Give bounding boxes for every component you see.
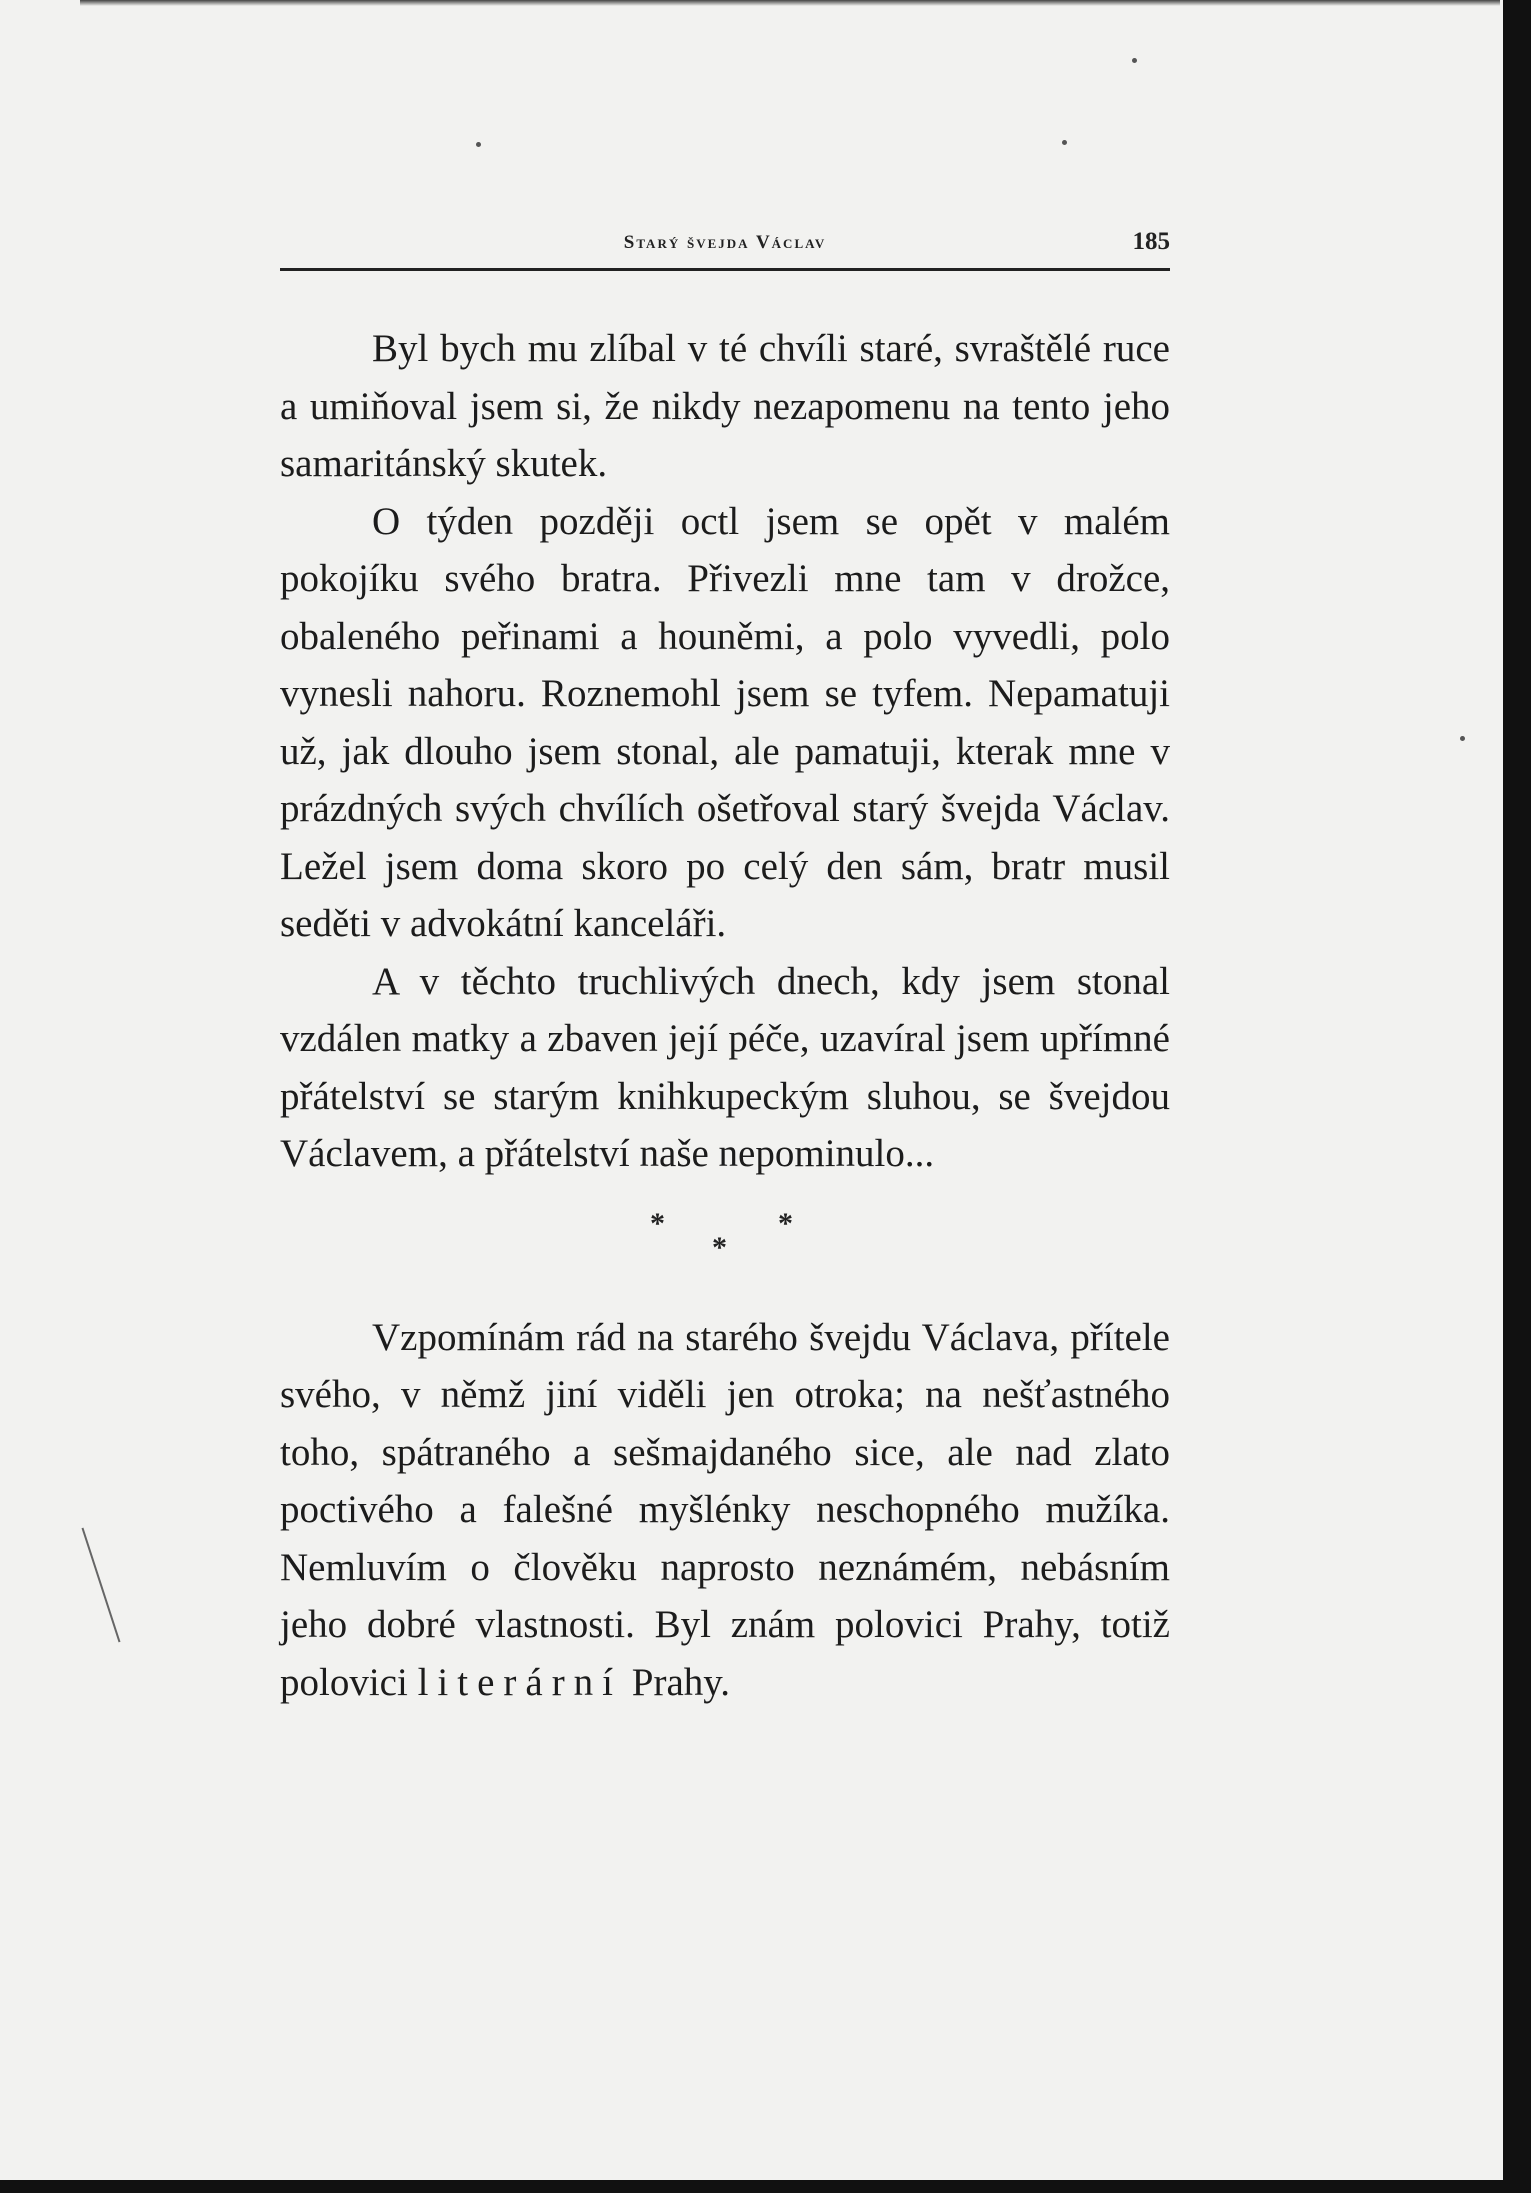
scan-scratch bbox=[82, 1528, 121, 1643]
paragraph-4 bbox=[280, 1309, 1170, 1712]
paragraph-2: O týden později octl jsem se opět v malém pokojíku svého bratra. Přivezli mne tam v drožce, obaleného peřinami a houněmi, a polo vyvedli, polo vynesli nahoru. Roznemohl jsem se tyfem. Nepamatuji už, jak dlouho jsem stonal, ale pamatuji, kterak mne v prázdných svých chvílích ošetřoval starý švejda Václav. Ležel jsem doma skoro po celý den sám, bratr musil seděti v advokátní kanceláři. bbox=[280, 499, 1170, 945]
scan-bottom-edge bbox=[0, 2180, 1531, 2193]
scan-speck bbox=[1062, 140, 1067, 145]
page-number: 185 bbox=[1132, 228, 1170, 255]
body-text bbox=[280, 320, 1170, 1711]
asterisk-bottom: * bbox=[712, 1230, 727, 1264]
paragraph-4-text: Vzpomínám rád na starého švejdu Václava, přítele svého, v němž jiní viděli jen otroka; na nešťastného toho, spátraného a sešmajdaného sice, ale nad zlato poctivého a falešné myšlénky neschopného mužíka. Nemluvím o člověku naprosto neznámém, nebásním jeho dobré vlastnosti. Byl znám polovici Prahy, totiž polovici bbox=[280, 1315, 1170, 1704]
scan-top-edge bbox=[80, 0, 1500, 6]
section-break-asterism bbox=[280, 1183, 1170, 1309]
scan-speck bbox=[1460, 736, 1465, 741]
paragraph-1 bbox=[280, 320, 1170, 493]
asterisk-left: * bbox=[650, 1206, 665, 1240]
paragraph-4-end: Prahy. bbox=[631, 1660, 730, 1704]
chapter-title: Starý švejda Václav bbox=[623, 232, 827, 253]
asterisk-right: * bbox=[778, 1206, 793, 1240]
scan-speck bbox=[1132, 58, 1137, 63]
running-header bbox=[280, 228, 1170, 271]
scan-right-edge bbox=[1503, 0, 1531, 2193]
paragraph-3: A v těchto truchlivých dnech, kdy jsem stonal vzdálen matky a zbaven její péče, uzavíral jsem upřímné přátelství se starým knihkupeckým sluhou, se švejdou Václavem, a přátelství naše nepominulo... bbox=[280, 959, 1170, 1175]
paragraph-1-text: Byl bych mu zlíbal v té chvíli staré, svraštělé ruce a umiňoval jsem si, že nikdy nezapomenu na tento jeho samaritánský skutek. bbox=[280, 327, 1170, 485]
spaced-emphasis-word: literární bbox=[417, 1660, 623, 1704]
scan-speck bbox=[476, 142, 481, 147]
